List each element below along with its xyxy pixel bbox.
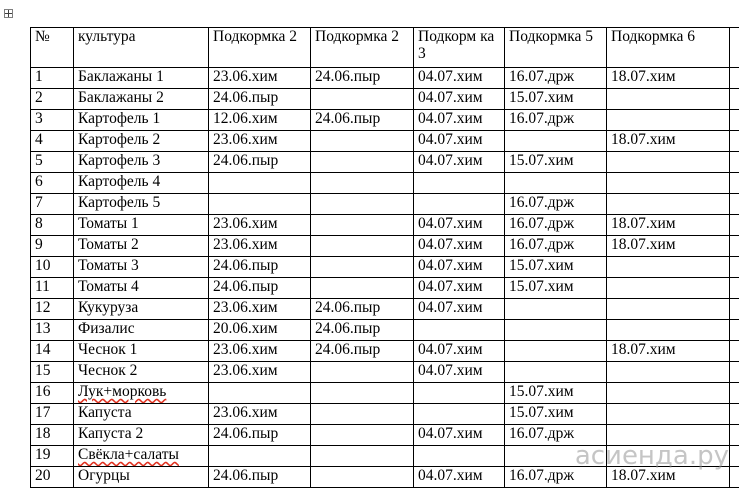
crop-name-cell[interactable]: Томаты 4 [74, 278, 209, 299]
feeding-cell[interactable]: 04.07.хим [414, 257, 505, 278]
crop-name-cell[interactable]: Капуста 2 [74, 425, 209, 446]
feeding-cell[interactable]: 04.07.хим [414, 341, 505, 362]
crop-name-cell[interactable]: Огурцы [74, 467, 209, 488]
table-row [31, 320, 739, 341]
feeding-cell[interactable] [311, 194, 414, 215]
feeding-cell[interactable] [311, 257, 414, 278]
feeding-cell[interactable] [311, 425, 414, 446]
feeding-cell[interactable]: 24.06.пыр [209, 467, 311, 488]
feeding-cell[interactable] [209, 173, 311, 194]
feeding-cell[interactable]: 23.06.хим [209, 404, 311, 425]
row-number-cell[interactable]: 3 [31, 110, 74, 131]
feeding-cell[interactable] [730, 425, 739, 446]
crop-name-cell[interactable]: Томаты 1 [74, 215, 209, 236]
table-row [31, 215, 739, 236]
row-number-cell[interactable]: 18 [31, 425, 74, 446]
feeding-cell[interactable] [311, 89, 414, 110]
watermark-logo: асиенда.ру [574, 441, 729, 471]
feeding-cell[interactable]: 15.07.хим [505, 152, 607, 173]
feeding-cell[interactable] [607, 320, 730, 341]
feeding-cell[interactable]: 04.07.хим [414, 131, 505, 152]
feeding-cell[interactable]: 12.06.хим [209, 110, 311, 131]
table-row [31, 278, 739, 299]
column-header[interactable]: культура [74, 28, 209, 68]
table-row [31, 362, 739, 383]
feeding-cell[interactable] [607, 257, 730, 278]
table-row [31, 152, 739, 173]
feeding-cell[interactable] [607, 278, 730, 299]
feeding-cell[interactable] [607, 110, 730, 131]
feeding-cell[interactable]: 18.07.хим [607, 131, 730, 152]
row-number-cell[interactable]: 16 [31, 383, 74, 404]
feeding-cell[interactable]: 16.07.држ [505, 68, 607, 89]
feeding-cell[interactable]: 24.06.пыр [311, 320, 414, 341]
row-number-cell[interactable]: 14 [31, 341, 74, 362]
feeding-cell[interactable] [607, 362, 730, 383]
table-row [31, 68, 739, 89]
crop-name-cell[interactable] [74, 383, 209, 404]
feeding-cell[interactable] [311, 446, 414, 467]
feeding-cell[interactable]: 16.07.држ [505, 215, 607, 236]
row-number-cell[interactable]: 9 [31, 236, 74, 257]
row-number-cell[interactable]: 20 [31, 467, 74, 488]
feeding-cell[interactable]: 15.07.хим [505, 257, 607, 278]
feeding-cell[interactable] [414, 320, 505, 341]
feeding-cell[interactable] [607, 425, 730, 446]
feeding-cell[interactable]: 23.06.хим [209, 131, 311, 152]
feeding-cell[interactable] [505, 299, 607, 320]
feeding-cell[interactable] [311, 236, 414, 257]
feeding-cell[interactable] [505, 341, 607, 362]
feeding-cell[interactable] [505, 362, 607, 383]
crop-name-cell[interactable]: Чеснок 1 [74, 341, 209, 362]
crop-name-cell[interactable]: Картофель 2 [74, 131, 209, 152]
crop-name-cell[interactable]: Баклажаны 2 [74, 89, 209, 110]
feeding-cell[interactable]: 23.06.хим [209, 341, 311, 362]
feeding-cell[interactable] [414, 446, 505, 467]
feeding-cell[interactable]: 18.07.хим [607, 68, 730, 89]
crop-name-cell[interactable]: Картофель 1 [74, 110, 209, 131]
feeding-cell[interactable] [730, 173, 739, 194]
column-header[interactable] [730, 28, 739, 68]
feeding-cell[interactable]: 15.07.хим [505, 404, 607, 425]
table-row [31, 131, 739, 152]
feeding-cell[interactable] [730, 446, 739, 467]
feeding-cell[interactable] [209, 194, 311, 215]
table-move-icon[interactable] [4, 9, 13, 18]
crop-name-cell[interactable]: Томаты 3 [74, 257, 209, 278]
table-row [31, 173, 739, 194]
feeding-cell[interactable] [607, 446, 730, 467]
feeding-cell[interactable]: 23.06.хим [209, 68, 311, 89]
table-row [31, 341, 739, 362]
table-body [31, 68, 739, 488]
feeding-cell[interactable] [607, 89, 730, 110]
feeding-cell[interactable]: 16.07.држ [505, 110, 607, 131]
column-header[interactable]: Подкормка 6 [607, 28, 730, 68]
table-row [31, 89, 739, 110]
feeding-cell[interactable] [311, 152, 414, 173]
feeding-cell[interactable]: 24.06.пыр [311, 110, 414, 131]
feeding-cell[interactable]: 04.07.хим [414, 236, 505, 257]
row-number-cell[interactable]: 11 [31, 278, 74, 299]
row-number-cell[interactable]: 6 [31, 173, 74, 194]
feeding-cell[interactable]: 23.06.хим [209, 215, 311, 236]
feeding-cell[interactable]: 16.07.држ [505, 236, 607, 257]
table-row [31, 257, 739, 278]
crop-name-cell[interactable]: Баклажаны 1 [74, 68, 209, 89]
table-row [31, 446, 739, 467]
feeding-cell[interactable] [730, 383, 739, 404]
crop-name-cell[interactable]: Картофель 4 [74, 173, 209, 194]
feeding-cell[interactable]: 24.06.пыр [311, 299, 414, 320]
feeding-table [30, 27, 739, 488]
row-number-cell[interactable]: 2 [31, 89, 74, 110]
feeding-cell[interactable] [730, 215, 739, 236]
feeding-cell[interactable] [730, 89, 739, 110]
feeding-cell[interactable]: 04.07.хим [414, 299, 505, 320]
feeding-cell[interactable] [505, 320, 607, 341]
table-row [31, 425, 739, 446]
feeding-cell[interactable] [505, 446, 607, 467]
feeding-cell[interactable] [607, 299, 730, 320]
crop-name-text: Лук+морковь [78, 383, 167, 400]
header-row [31, 28, 739, 68]
feeding-cell[interactable] [730, 68, 739, 89]
feeding-cell[interactable] [414, 194, 505, 215]
feeding-cell[interactable] [311, 404, 414, 425]
feeding-cell[interactable]: 04.07.хим [414, 68, 505, 89]
feeding-cell[interactable] [730, 194, 739, 215]
feeding-cell[interactable] [730, 467, 739, 488]
feeding-cell[interactable] [730, 110, 739, 131]
row-number-cell[interactable]: 15 [31, 362, 74, 383]
feeding-cell[interactable] [414, 173, 505, 194]
column-header[interactable]: № [31, 28, 74, 68]
feeding-cell[interactable] [311, 278, 414, 299]
feeding-cell[interactable]: 20.06.хим [209, 320, 311, 341]
table-row [31, 383, 739, 404]
feeding-cell[interactable] [311, 467, 414, 488]
table-row [31, 404, 739, 425]
feeding-cell[interactable]: 04.07.хим [414, 215, 505, 236]
feeding-cell[interactable]: 15.07.хим [505, 89, 607, 110]
feeding-cell[interactable] [505, 173, 607, 194]
feeding-cell[interactable]: 23.06.хим [209, 299, 311, 320]
column-header[interactable]: Подкорм ка 3 [414, 28, 505, 68]
feeding-cell[interactable] [311, 215, 414, 236]
row-number-cell[interactable]: 5 [31, 152, 74, 173]
feeding-cell[interactable] [607, 404, 730, 425]
feeding-cell[interactable]: 23.06.хим [209, 236, 311, 257]
row-number-cell[interactable]: 12 [31, 299, 74, 320]
feeding-cell[interactable] [311, 173, 414, 194]
feeding-cell[interactable]: 18.07.хим [607, 236, 730, 257]
row-number-cell[interactable]: 7 [31, 194, 74, 215]
feeding-cell[interactable] [607, 152, 730, 173]
feeding-cell[interactable] [730, 236, 739, 257]
row-number-cell[interactable]: 4 [31, 131, 74, 152]
row-number-cell[interactable]: 8 [31, 215, 74, 236]
feeding-cell[interactable] [730, 362, 739, 383]
feeding-cell[interactable]: 24.06.пыр [209, 278, 311, 299]
column-header[interactable]: Подкормка 2 [209, 28, 311, 68]
feeding-cell[interactable]: 24.06.пыр [311, 68, 414, 89]
feeding-cell[interactable] [730, 152, 739, 173]
feeding-cell[interactable] [730, 278, 739, 299]
feeding-cell[interactable]: 18.07.хим [607, 215, 730, 236]
table-row [31, 236, 739, 257]
table-row [31, 299, 739, 320]
feeding-cell[interactable]: 24.06.пыр [209, 152, 311, 173]
feeding-cell[interactable]: 24.06.пыр [209, 425, 311, 446]
feeding-cell[interactable] [209, 383, 311, 404]
crop-name-cell[interactable]: Картофель 3 [74, 152, 209, 173]
feeding-cell[interactable]: 04.07.хим [414, 89, 505, 110]
column-header[interactable]: Подкормка 2 [311, 28, 414, 68]
feeding-cell[interactable] [311, 131, 414, 152]
feeding-cell[interactable]: 04.07.хим [414, 278, 505, 299]
feeding-cell[interactable]: 15.07.хим [505, 278, 607, 299]
crop-name-cell[interactable]: Томаты 2 [74, 236, 209, 257]
row-number-cell[interactable]: 17 [31, 404, 74, 425]
feeding-cell[interactable] [730, 320, 739, 341]
feeding-cell[interactable] [414, 404, 505, 425]
feeding-cell[interactable] [730, 257, 739, 278]
row-number-cell[interactable]: 1 [31, 68, 74, 89]
feeding-cell[interactable]: 15.07.хим [505, 383, 607, 404]
feeding-cell[interactable] [607, 383, 730, 404]
crop-name-cell[interactable]: Картофель 5 [74, 194, 209, 215]
table-row [31, 467, 739, 488]
crop-name-cell[interactable] [74, 446, 209, 467]
feeding-cell[interactable] [311, 362, 414, 383]
row-number-cell[interactable]: 10 [31, 257, 74, 278]
crop-name-cell[interactable]: Чеснок 2 [74, 362, 209, 383]
feeding-cell[interactable]: 18.07.хим [607, 341, 730, 362]
feeding-cell[interactable] [209, 446, 311, 467]
feeding-cell[interactable]: 04.07.хим [414, 362, 505, 383]
feeding-cell[interactable]: 04.07.хим [414, 467, 505, 488]
column-header[interactable]: Подкормка 5 [505, 28, 607, 68]
table-row [31, 194, 739, 215]
feeding-cell[interactable]: 24.06.пыр [311, 341, 414, 362]
crop-name-cell[interactable]: Физалис [74, 320, 209, 341]
feeding-cell[interactable]: 18.07.хим [607, 467, 730, 488]
feeding-cell[interactable] [607, 194, 730, 215]
feeding-cell[interactable] [730, 299, 739, 320]
feeding-cell[interactable] [311, 383, 414, 404]
crop-name-cell[interactable]: Кукуруза [74, 299, 209, 320]
feeding-cell[interactable]: 24.06.пыр [209, 89, 311, 110]
row-number-cell[interactable]: 13 [31, 320, 74, 341]
feeding-cell[interactable]: 04.07.хим [414, 152, 505, 173]
feeding-cell[interactable]: 04.07.хим [414, 110, 505, 131]
feeding-cell[interactable]: 23.06.хим [209, 362, 311, 383]
feeding-cell[interactable] [414, 383, 505, 404]
feeding-cell[interactable] [730, 404, 739, 425]
feeding-cell[interactable]: 16.07.држ [505, 425, 607, 446]
feeding-cell[interactable] [505, 131, 607, 152]
row-number-cell[interactable]: 19 [31, 446, 74, 467]
feeding-cell[interactable]: 04.07.хим [414, 425, 505, 446]
crop-name-text: Свёкла+салаты [78, 446, 179, 463]
table-row [31, 110, 739, 131]
crop-name-cell[interactable]: Капуста [74, 404, 209, 425]
table-header [31, 28, 739, 68]
feeding-cell[interactable]: 24.06.пыр [209, 257, 311, 278]
feeding-cell[interactable] [730, 131, 739, 152]
feeding-cell[interactable]: 16.07.држ [505, 194, 607, 215]
feeding-cell[interactable]: 16.07.држ [505, 467, 607, 488]
feeding-cell[interactable] [730, 341, 739, 362]
feeding-cell[interactable] [607, 173, 730, 194]
